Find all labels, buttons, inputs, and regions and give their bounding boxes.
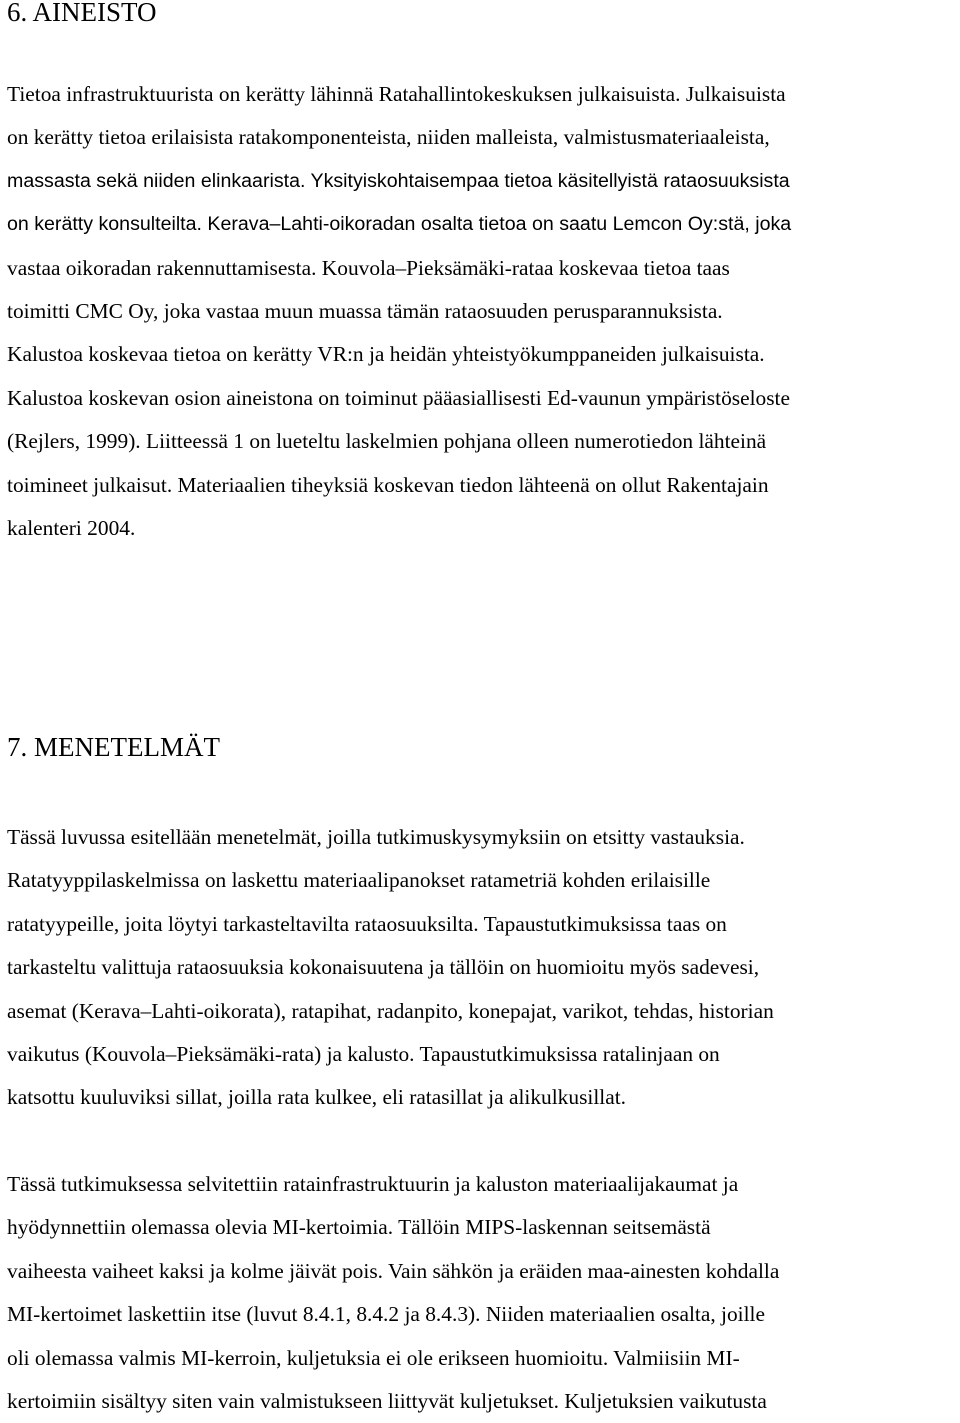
paragraph-line: (Rejlers, 1999). Liitteessä 1 on lueteltu laskelmien pohjana olleen numerotiedon lähteinä — [7, 429, 767, 454]
paragraph-line: Kalustoa koskevan osion aineistona on toiminut pääasiallisesti Ed-vaunun ympäristöseloste — [7, 385, 790, 410]
paragraph-line: asemat (Kerava–Lahti-oikorata), ratapihat, radanpito, konepajat, varikot, tehdas, historian — [7, 998, 774, 1023]
paragraph-line: vaikutus (Kouvola–Pieksämäki-rata) ja kalusto. Tapaustutkimuksissa ratalinjaan on — [7, 1041, 720, 1066]
paragraph-line: Tietoa infrastruktuurista on kerätty lähinnä Ratahallintokeskuksen julkaisuista. Julkaisuista — [7, 82, 786, 106]
section-6-paragraph — [7, 73, 957, 550]
paragraph-line: Tässä tutkimuksessa selvitettiin ratainfrastruktuurin ja kaluston materiaalijakaumat ja — [7, 1172, 739, 1196]
paragraph-line: Ratatyyppilaskelmissa on laskettu materiaalipanokset ratametriä kohden erilaisille — [7, 868, 711, 893]
paragraph-line: on kerätty konsulteilta. Kerava–Lahti-oikoradan osalta tietoa on saatu Lemcon Oy:stä, joka — [7, 213, 792, 236]
paragraph-line: tarkasteltu valittuja rataosuuksia kokonaisuutena ja tällöin on huomioitu myös sadevesi, — [7, 955, 760, 980]
paragraph-line: kertoimiin sisältyy siten vain valmistukseen liittyvät kuljetukset. Kuljetuksien vaikutusta — [7, 1388, 767, 1413]
section-7-paragraph-1 — [7, 816, 957, 1120]
paragraph-line: Kalustoa koskevaa tietoa on kerätty VR:n ja heidän yhteistyökumppaneiden julkaisuista. — [7, 342, 765, 367]
paragraph-line: vaiheesta vaiheet kaksi ja kolme jäivät pois. Vain sähkön ja eräiden maa-ainesten kohdalla — [7, 1258, 780, 1283]
section-heading-7: 7. MENETELMÄT — [7, 732, 220, 762]
paragraph-line: hyödynnettiin olemassa olevia MI-kertoimia. Tällöin MIPS-laskennan seitsemästä — [7, 1215, 711, 1240]
paragraph-line: toimineet julkaisut. Materiaalien tiheyksiä koskevan tiedon lähteenä on ollut Rakentajain — [7, 472, 769, 497]
paragraph-line: oli olemassa valmis MI-kerroin, kuljetuksia ei ole erikseen huomioitu. Valmiisiin MI- — [7, 1345, 740, 1370]
paragraph-line: MI-kertoimet laskettiin itse (luvut 8.4.1, 8.4.2 ja 8.4.3). Niiden materiaalien osalta, joille — [7, 1302, 765, 1327]
paragraph-line: kalenteri 2004. — [7, 515, 136, 540]
section-heading-6: 6. AINEISTO — [7, 0, 157, 27]
paragraph-line: Tässä luvussa esitellään menetelmät, joilla tutkimuskysymyksiin on etsitty vastauksia. — [7, 825, 745, 849]
paragraph-line: massasta sekä niiden elinkaarista. Yksityiskohtaisempaa tietoa käsitellyistä rataosuuksista — [7, 169, 790, 192]
paragraph-line: vastaa oikoradan rakennuttamisesta. Kouvola–Pieksämäki-rataa koskevaa tietoa taas — [7, 255, 730, 280]
paragraph-line: ratatyypeille, joita löytyi tarkasteltavilta rataosuuksilta. Tapaustutkimuksissa taas on — [7, 911, 727, 936]
paragraph-line: on kerätty tietoa erilaisista ratakomponenteista, niiden malleista, valmistusmateriaaleista, — [7, 125, 770, 150]
paragraph-line: toimitti CMC Oy, joka vastaa muun muassa tämän rataosuuden perusparannuksista. — [7, 298, 723, 323]
section-7-paragraph-2 — [7, 1163, 957, 1423]
paragraph-line: katsottu kuuluviksi sillat, joilla rata kulkee, eli ratasillat ja alikulkusillat. — [7, 1085, 627, 1110]
